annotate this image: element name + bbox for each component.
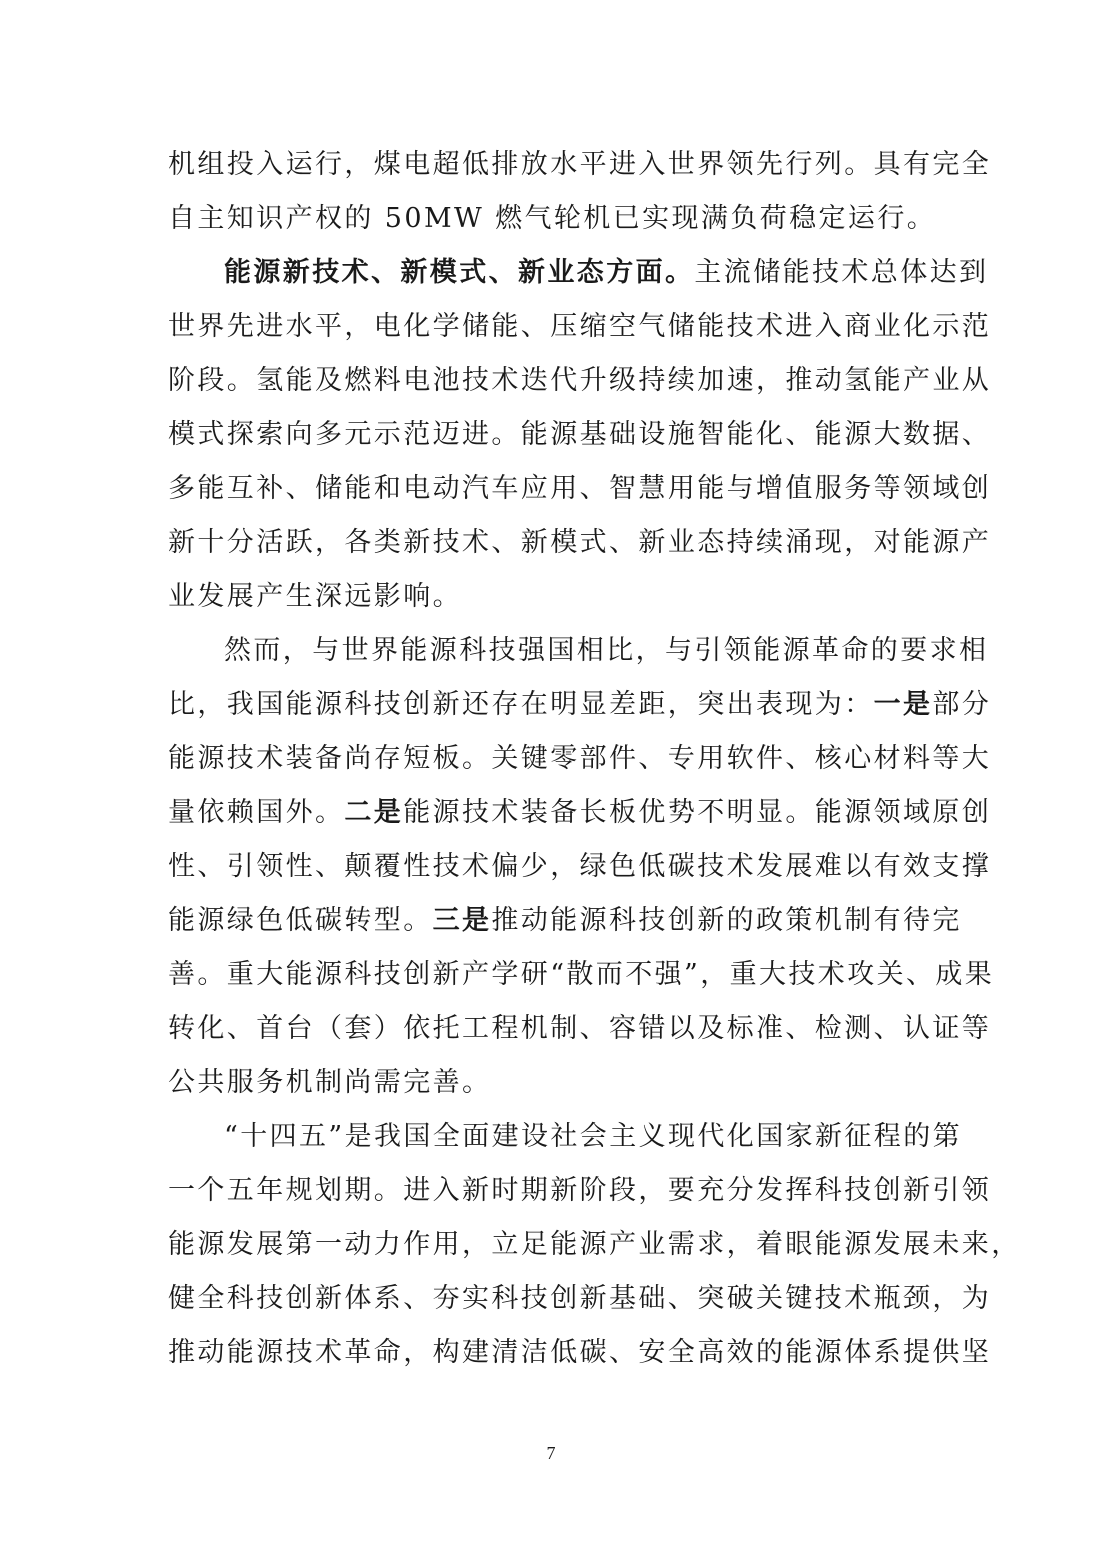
text-run: 业发展产生深远影响。 <box>168 581 462 612</box>
text-run: 推动能源科技创新的政策机制有待完 <box>491 905 962 936</box>
text-run: 新十分活跃，各类新技术、新模式、新业态持续涌现，对能源产 <box>168 527 992 558</box>
text-run: 善。重大能源科技创新产学研“散而不强”，重大技术攻关、成果 <box>168 959 995 990</box>
text-line <box>168 408 992 462</box>
text-run: 主流储能技术总体达到 <box>694 257 989 288</box>
text-run: 健全科技创新体系、夯实科技创新基础、突破关键技术瓶颈，为 <box>168 1283 992 1314</box>
bold-text-run: 能源新技术、新模式、新业态方面。 <box>224 257 695 288</box>
text-run: 能源发展第一动力作用，立足能源产业需求，着眼能源发展未来， <box>168 1229 1021 1260</box>
text-line <box>168 894 962 948</box>
text-run: 多能互补、储能和电动汽车应用、智慧用能与增值服务等领域创 <box>168 473 992 504</box>
text-run: 量依赖国外。 <box>168 797 345 828</box>
text-run: 自主知识产权的 50MW 燃气轮机已实现满负荷稳定运行。 <box>168 203 937 234</box>
text-line <box>168 1056 938 1110</box>
bold-text-run: 三是 <box>432 905 492 936</box>
text-line <box>168 1002 992 1056</box>
text-run: 公共服务机制尚需完善。 <box>168 1067 492 1098</box>
text-line <box>168 1218 1021 1272</box>
page-number: 7 <box>546 1443 556 1463</box>
text-run: 模式探索向多元示范迈进。能源基础设施智能化、能源大数据、 <box>168 419 992 450</box>
text-run: 一个五年规划期。进入新时期新阶段，要充分发挥科技创新引领 <box>168 1175 992 1206</box>
text-run: 然而，与世界能源科技强国相比，与引领能源革命的要求相 <box>224 635 989 666</box>
text-run: 机组投入运行，煤电超低排放水平进入世界领先行列。具有完全 <box>168 149 992 180</box>
text-run: 性、引领性、颠覆性技术偏少，绿色低碳技术发展难以有效支撑 <box>168 851 992 882</box>
text-line <box>168 462 992 516</box>
text-run: 世界先进水平，电化学储能、压缩空气储能技术进入商业化示范 <box>168 311 992 342</box>
text-line <box>168 300 992 354</box>
text-run: “十四五”是我国全面建设社会主义现代化国家新征程的第 <box>224 1121 963 1152</box>
text-run: 能源绿色低碳转型。 <box>168 905 433 936</box>
bold-text-run: 一是 <box>873 689 933 720</box>
text-line <box>168 138 992 192</box>
paragraph <box>168 138 992 246</box>
text-run: 推动能源技术革命，构建清洁低碳、安全高效的能源体系提供坚 <box>168 1337 992 1368</box>
text-line <box>168 570 938 624</box>
text-run: 能源技术装备长板优势不明显。能源领域原创 <box>403 797 992 828</box>
bold-text-run: 二是 <box>344 797 404 828</box>
paragraph <box>168 246 992 624</box>
text-run: 阶段。氢能及燃料电池技术迭代升级持续加速，推动氢能产业从 <box>168 365 992 396</box>
text-line <box>168 192 938 246</box>
text-run: 转化、首台（套）依托工程机制、容错以及标准、检测、认证等 <box>168 1013 992 1044</box>
text-line <box>168 624 989 678</box>
text-run: 比，我国能源科技创新还存在明显差距，突出表现为： <box>168 689 874 720</box>
text-line <box>168 354 992 408</box>
text-line <box>168 948 995 1002</box>
text-line <box>168 732 992 786</box>
text-line <box>168 1272 992 1326</box>
text-line <box>168 1110 963 1164</box>
text-line <box>168 786 992 840</box>
paragraph <box>168 624 995 1110</box>
text-run: 能源技术装备尚存短板。关键零部件、专用软件、核心材料等大 <box>168 743 992 774</box>
document-body <box>168 138 1021 1380</box>
text-line <box>168 246 989 300</box>
paragraph <box>168 1110 1021 1380</box>
text-line <box>168 1164 992 1218</box>
text-line <box>168 678 992 732</box>
text-run: 部分 <box>932 689 992 720</box>
text-line <box>168 840 992 894</box>
text-line <box>168 1326 992 1380</box>
text-line <box>168 516 992 570</box>
